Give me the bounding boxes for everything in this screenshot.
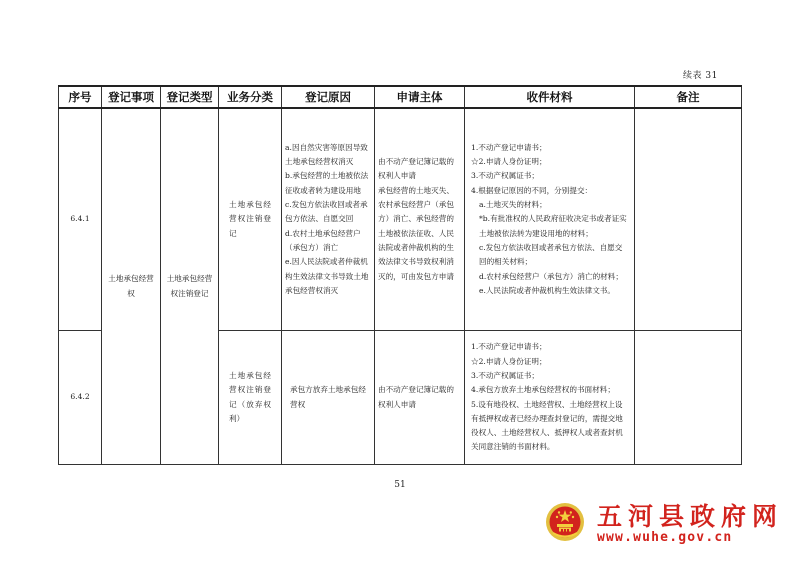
- applicant-cell: 由不动产登记簿记载的权利人申请 承包经营的土地灭失、农村承包经营户（承包方）消亡、承包经营的土地被依法征收、人民法院或者仲裁机构的生效法律文书导致权利消灭的，可由发包方申请: [375, 108, 465, 331]
- material-item: c.发包方依法收回或者承包方依法、自愿交回的相关材料；: [479, 242, 623, 267]
- applicant-cell: 由不动产登记簿记载的权利人申请: [375, 331, 465, 465]
- reason-item: d.农村土地承包经营户（承包方）消亡: [285, 228, 361, 252]
- remark-cell: [635, 331, 742, 465]
- reason-cell: [282, 108, 375, 331]
- table-row: [59, 108, 742, 331]
- reason-item: b.承包经营的土地被依法征收或者转为建设用地: [285, 171, 369, 195]
- reason-item: 承包方放弃土地承包经营权: [290, 385, 366, 409]
- header-remark: 备注: [635, 86, 742, 108]
- header-materials: 收件材料: [465, 86, 635, 108]
- header-applicant: 申请主体: [375, 86, 465, 108]
- continuation-label: 续表 31: [683, 71, 718, 81]
- watermark-site-name: 五河县政府网: [597, 502, 784, 531]
- material-item: *b.有批准权的人民政府征收决定书或者证实土地被依法转为建设用地的材料；: [479, 214, 627, 238]
- serial-cell: 6.4.2: [59, 331, 102, 465]
- matter-cell: 土地承包经营权: [102, 108, 161, 465]
- material-item: e.人民法院或者仲裁机构生效法律文书。: [479, 285, 615, 295]
- registration-table: [58, 85, 742, 465]
- watermark-url: www.wuhe.gov.cn: [597, 530, 733, 545]
- material-item: 4.根据登记原因的不同，分别提交：: [471, 185, 593, 195]
- serial-cell: 6.4.1: [59, 108, 102, 331]
- header-matter: 登记事项: [102, 86, 161, 108]
- table-header-row: [59, 86, 742, 108]
- material-item: 1.不动产登记申请书；: [471, 142, 547, 152]
- material-item: 1.不动产登记申请书；: [471, 342, 547, 352]
- materials-cell: [465, 108, 635, 331]
- material-item: ☆2.申请人身份证明；: [471, 356, 547, 366]
- material-item: ☆2.申请人身份证明；: [471, 157, 547, 167]
- reason-item: e.因人民法院或者仲裁机构生效法律文书导致土地承包经营权消灭: [285, 257, 369, 295]
- material-item: 3.不动产权属证书；: [471, 370, 539, 380]
- material-item: 5.设有地役权、土地经营权、土地经营权上设有抵押权或者已经办理查封登记的，需提交地役权人、土地经营权人、抵押权人或者查封机关同意注销的书面材料。: [471, 399, 623, 452]
- header-business: 业务分类: [219, 86, 282, 108]
- reason-cell: [282, 331, 375, 465]
- page-number: 51: [394, 480, 406, 490]
- material-item: d.农村承包经营户（承包方）消亡的材料；: [479, 271, 623, 281]
- national-emblem-icon: [545, 502, 585, 542]
- material-item: 3.不动产权属证书；: [471, 171, 539, 181]
- remark-cell: [635, 108, 742, 331]
- header-reg-type: 登记类型: [161, 86, 219, 108]
- materials-cell: [465, 331, 635, 465]
- header-serial: 序号: [59, 86, 102, 108]
- header-reason: 登记原因: [282, 86, 375, 108]
- reg-type-cell: 土地承包经营权注销登记: [161, 108, 219, 465]
- material-item: a.土地灭失的材料；: [479, 200, 547, 210]
- business-cell: 土地承包经营权注销登记: [219, 108, 282, 331]
- material-item: 4.承包方放弃土地承包经营权的书面材料；: [471, 385, 615, 395]
- business-cell: 土地承包经营权注销登记（放弃权利）: [219, 331, 282, 465]
- site-watermark: [545, 497, 800, 557]
- reason-item: a.因自然灾害等原因导致土地承包经营权消灭: [285, 142, 368, 167]
- reason-item: c.发包方依法收回或者承包方依法、自愿交回: [285, 200, 368, 224]
